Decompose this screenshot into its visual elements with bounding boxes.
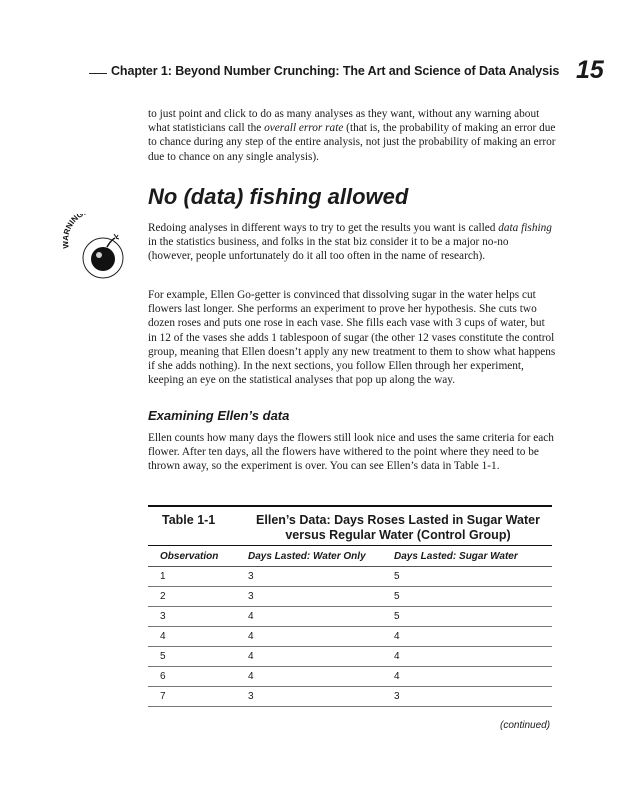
table-header-row [148, 546, 552, 567]
column-header: Days Lasted: Sugar Water [394, 546, 552, 567]
paragraph-text: in the statistics business, and folks in the stat biz consider it to be a major no-no (however, people unfortunately do it all too often in the name of research). [148, 236, 509, 263]
table-row [148, 687, 552, 707]
term-overall-error-rate: overall error rate [264, 122, 344, 135]
table-number: Table 1-1 [162, 513, 216, 527]
table-grid [148, 546, 552, 707]
section-title: No (data) fishing allowed [148, 184, 409, 209]
table-cell: 5 [394, 587, 552, 607]
column-header: Observation [148, 546, 248, 567]
chapter-header: Chapter 1: Beyond Number Crunching: The Art and Science of Data Analysis [111, 64, 560, 78]
header-rule [89, 73, 107, 74]
data-table [148, 505, 552, 707]
table-cell: 2 [148, 587, 248, 607]
table-row [148, 647, 552, 667]
table-cell: 3 [394, 687, 552, 707]
table-cell: 6 [148, 667, 248, 687]
table-row [148, 627, 552, 647]
table-cell: 3 [248, 687, 394, 707]
table-cell: 5 [394, 567, 552, 587]
table-cell: 7 [148, 687, 248, 707]
column-header: Days Lasted: Water Only [248, 546, 394, 567]
table-cell: 3 [148, 607, 248, 627]
paragraph-text: Redoing analyses in different ways to try to get the results you want is called [148, 222, 499, 234]
table-cell: 5 [394, 607, 552, 627]
table-cell: 4 [248, 667, 394, 687]
paragraph-ellen-data: Ellen counts how many days the flowers still look nice and uses the same criteria for each flower. After ten days, all the flowers have withered to the point where they need to be thrown away, so the experiment is over. You can see Ellen’s data in Table 1-1. [148, 432, 554, 473]
subsection-title: Examining Ellen’s data [148, 408, 290, 423]
table-cell: 4 [394, 647, 552, 667]
table-cell: 4 [248, 607, 394, 627]
term-data-fishing: data fishing [498, 222, 552, 234]
page-number: 15 [576, 56, 604, 84]
table-cell: 4 [148, 627, 248, 647]
paragraph-ellen-example: For example, Ellen Go-getter is convinced that dissolving sugar in the water helps cut flowers last longer. She performs an experiment to prove her hypothesis. She cuts two dozen roses and puts one rose in each vase. She fills each vase with 3 cups of water, but in 12 of the vases she adds 1 tablespoon of sugar (the other 12 vases constitute the control group, meaning that Ellen doesn’t apply any new treatment to them to show what happens if she adds nothing). In the next sections, you follow Ellen through her experiment, keeping an eye on the statistical analyses that pop up along the way. [148, 289, 556, 387]
table-cell: 1 [148, 567, 248, 587]
table-cell: 3 [248, 567, 394, 587]
table-cell: 4 [248, 627, 394, 647]
paragraph-data-fishing [148, 221, 556, 264]
table-cell: 5 [148, 647, 248, 667]
table-cell: 4 [394, 667, 552, 687]
table-row [148, 567, 552, 587]
table-cell: 4 [394, 627, 552, 647]
table-caption [148, 507, 552, 545]
table-cell: 4 [248, 647, 394, 667]
table-row [148, 587, 552, 607]
continued-note: (continued) [500, 720, 551, 731]
paragraph-intro [148, 107, 556, 164]
warning-label: NING [64, 214, 85, 231]
table-row [148, 607, 552, 627]
table-title: Ellen’s Data: Days Roses Lasted in Sugar Water versus Regular Water (Control Group) [256, 513, 540, 542]
paragraph-text: to just point and click to do as many analyses as they want, without any warning about what statisticians call the [148, 108, 540, 135]
svg-text:WARNING! [63, 214, 87, 249]
table-row [148, 667, 552, 687]
table-cell: 3 [248, 587, 394, 607]
warning-icon [63, 214, 135, 280]
paragraph-text: (that is, the probability of making an error due to chance during any step of the entire analysis, not just the probability of making an error due to chance on any single analysis). [148, 122, 556, 163]
